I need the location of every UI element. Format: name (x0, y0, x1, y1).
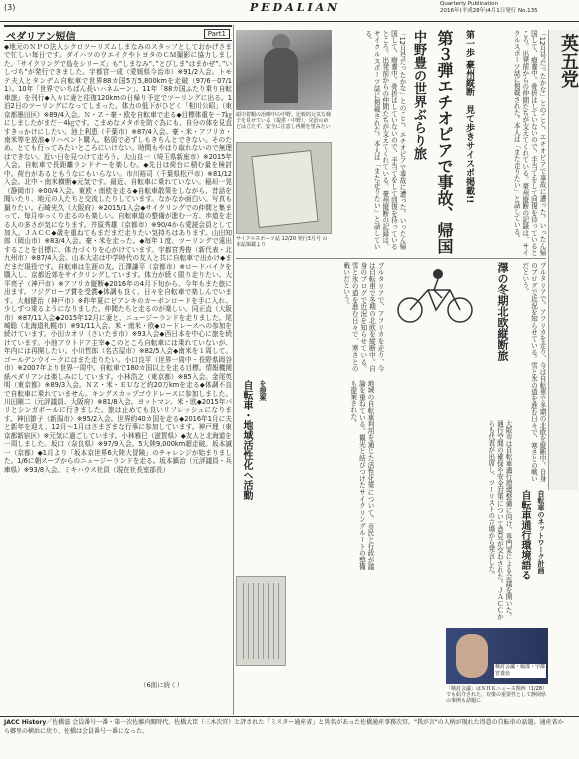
footer-label: JACC History (4, 719, 47, 726)
section-divider (236, 258, 546, 259)
issue-date: 2016年(平成28年)4月1日発行 No.135 (440, 8, 538, 14)
local-subhead: を提案 (259, 380, 267, 401)
magazine-photo-caption: サイクルスポーツ誌 12/20 発行3月号 の本誌掲載より (236, 236, 328, 248)
column-title: ペダリアン短信 (6, 32, 76, 43)
winter-headline: 澤の冬期北欧縦断旅 (496, 262, 509, 361)
rider-photo-caption: 頭巾着帽の治療中の中野。比較的元気な様子を見せている（提供・中野）。完治のめどは立たず、安全に注意し再開を望みたい (236, 112, 332, 130)
page-footer (0, 716, 579, 759)
feature-body-cont: 「12月号だったかな」とのこと。エチオピアで事故に遭った。いったん帰国して、療養中。骨折はしていないので、手当てをして回復を待っているところ。出発前からの仲間たちが支えてくれている。豪州縦断の記録は、サイクルスポーツ誌に掲載された。本人は「また走りたい」と話している。 (512, 30, 546, 256)
local-body: 地域の自転車利用を通じた活性化策について、市民と行政が議論を重ねている。観光と結びつけたサイクリングルートの整備も提案された。 (348, 380, 374, 570)
publication-label: Quarterly Publication (440, 1, 498, 7)
network-body: 大阪市は自転車通行環境整備に向け、専門家による会議を開いた。通行空間の確保や安全対策について意見が交わされた。ＪＡＣＣからも代表が出席し、ツーリストの立場から発言した。 (486, 420, 512, 620)
winter-body-cont: プルタリアで、アフリカを走り、今は自転車で冬期の北欧を縦断中。自身のブログで近況を知らせている。雪と氷の道を進む日々で、寒さとの戦いだという。 (520, 262, 546, 482)
feature-series: 中野豊の世界ぶらり旅 (411, 30, 426, 160)
rider-photo (236, 30, 332, 110)
footer-text (4, 719, 564, 736)
tv-photo-caption: 「検討会議」はＮＨＫニュース関西（1/28）でも紹介された。対策の重要性として静岡県の事例も話題に (446, 686, 547, 704)
tv-caption-tag: 検討会議・堀部・宇都宮委員 (495, 664, 546, 677)
cyclist-illustration (388, 262, 488, 326)
speaker-face-shape (456, 634, 488, 678)
winter-body: プルタリアで、アフリカを走り、今は自転車で冬期の北欧を縦断中。自身のブログで近況を知らせている。雪と氷の道を進む日々で、寒さとの戦いだという。 (341, 262, 384, 372)
masthead: PEDALIAN (250, 1, 341, 14)
next-page-edge (548, 30, 578, 490)
network-headline: 自転車通行環境語る (519, 490, 530, 580)
person-body-shape (264, 48, 298, 103)
feature-subhead: 第一歩 豪州縦断 見て歩きサイスポ掲載!! (464, 30, 474, 204)
page-number: (3) (4, 3, 16, 12)
corner-label: 英五党 (558, 34, 579, 88)
publication-info (440, 1, 538, 15)
continued-note: （6面に続く） (140, 681, 184, 689)
column-body: ◆地元のＮＰＯ法人シクロツーリズムしまなみのスタッフとしておかげさまで忙しい毎日です。ダイハツのウエイクやトヨタのＣＭ撮影に協力しました。「サイクリングで島をシリーズ」も”しまなみ”、”とびしま”はまかぜ”、”いしづち”が発行できました。宇都宮一成（愛媛県今治市）※91/2入会。トモテ夫人とタンデム自転車で世界88カ国5万5,800kmを走破（97/6－07/11）。10年「世界でいちばん長いハネムーン」、11年「88カ国ふたり乗り自転車旅」を刊行◆入々に妻と往復120kmの日帰り予定でツーリングに出る。1泊2日のツーリングになってしまった。体力の低下がひどく「相川公昭」（東京都墨田区）※89/4入会。Ｎ・Ｚ・豪・欧を自転車で走る◆目標体重を－7㎏にしましたがまだ－4㎏です。こまめなメタボを防ぐ為にも、自分の体を見直すきっかけにしたい。池上利恵（千葉市）※87/4入会。豪・米・アフリカ・南米等を放浪◆リハベント購入。粘弱で必ずしもきちんとできない。そのため、とても行ってみたいところにいけない。時間もやはり取れないので無理はできない。近い日を見つけて走ろう。大山良一（埼玉県新座市）※2015年入会。自転車で長距離ランドナーを楽しむ。◆先日は荷台に積む量を検討中。荷台があるともうなにもいらない。市川裕司（千葉県松戸市）※81/12入会。北中・南米横断◆元気です。最近、自転車に乗れていない。稲垣一晃（静岡市）※00/4入会。東欧・南欧を走る◆自転車散策をしながら、昔話を聞いたり、地元の人たちと交流したりしています。なかなか面白い。写真も撮りたい。石崎光久（大阪府）※2015/1入会◆サイクリングでの仲間と集まって、毎月ゆっくり走るのも楽しい。自転車道の整備が進む一方、歩道を走る人の多さが気になります。井原秀雄（京都市）※90/4から愛読会員として加入。ＪＡＣＣ◆歳を重ねてもまだまだ走りたい気持ちはあります。山田知郎（岡山市）※83/4入会。豪・米を走った。◆毎年１度、ツーリングで遠出することを目標に、体力づくりを心がけています。宇都宮秀俊（新代表・北九州市）※87/4入会。山本大志は中学時代の友人と共に自転車で出かけ◆まだまだ現役です。自転車は生涯の友。江澤謙平（京都市）※ロードバイクを購入し、京都近郊をサイクリングしています。体力が続く限り走りたい。大平亮子（神戸市）※アフリカ縦断◆2016年の4月下旬から、今年もまた旅に出ます。フジグローブ賞を受賞◆体調も良く、日々を自転車で楽しんでいます。大畑健治（神戸市）※昨年夏にピアンキのカーボンロードを手に入れ、少しずつ乗るようになりました。仲間たちと走るのが楽しい。同正直（大阪市）※87/11入会◆2015年12月に妻と、ニュージーランドを走りました。尾崎聡（北海道札幌市）※91/11入会。米・南米・欧◆ロードレースへの参加を続けています。小田カオリ（さいたま市）※93入会◆西日本を中心に旅を続けています。小池アウトドア主宰◆このところ自転車には乗れていないが、年内には再開したい。小川哲郎（名古屋市）※82/5入会◆南米を１周して。ゴールデンウイークにはまた走りたい。小口良平（世界一周中・長野県岡谷市）※2007年より世界一周中。自転車で180カ国以上を走る目標。情報機関紙ペダリアンは楽しみにしています。小林浩之（東京都）※85入会。金尾英明（東京都）※89/3入会。ＮＺ・米・ＥＵなど約20万kmを走る◆体調不良で自転車に乗れていません。キングスカップゴウドレースに参加しました。川田剛二（元評議員、大阪府）※81/8入会。ヨットマン。米・欧◆2015年パリとシンガポールに行きました。旅は止めても良いリフレッシュになります。神田節子（新潟市）※95/2入会。世界約40カ国を走る◆2016年1月に夫と新年を迎え、12月～1月はさまざまな行事に参加しています。神戸理（東京都新宿区）※元気に過ごしています。小林雅巳（滋賀県）◆友人と北海道を一周しました。坂口（奈良県）※97/9入会。5大陸9,000km超走破。坂本誠一（京都）◆1月より「坂本京世界6大陸大冒険」のチャレンジが始まりました。1/6に朝スープからのニュージーランドを走る。坂本鎮治（元評議員・兵庫県）※93/8入会。ミキハウス社員（現在社長室部長） (4, 43, 232, 474)
network-subhead: 自転車のネットワーク計画 (537, 490, 545, 574)
news-column (4, 25, 232, 715)
document-text-lines (243, 583, 279, 659)
feature-body: 「12月号だったかな」とのこと。エチオピアで事故に遭った。いったん帰国して、療養中。骨折はしていないので、手当てをして回復を待っているところ。出発前からの仲間たちが支えてくれている。豪州縦断の記録は、サイクルスポーツ誌に掲載された。本人は「また走りたい」と話している。 (363, 30, 406, 250)
part-badge: Part1 (204, 29, 230, 39)
document-photo (236, 576, 286, 666)
page-header (0, 0, 579, 22)
column-title-bar (4, 25, 232, 41)
feature-headline: 第３弾エチオピアで事故、帰国 (435, 30, 454, 254)
footer-body: ／佐橋滋 会員番号一番・第一次佐藤内閣時代、佐橋大臣（三木次官）と評された「ミスター通産省」と異名があった佐橋通産事務次官。"我が言"の人柄が現れた得意の自転車の話題。通産省から郷里の横浜に戻り、佐橋は会員番号一番になった。 (4, 719, 564, 735)
magazine-shape (251, 150, 318, 228)
magazine-photo (236, 142, 332, 234)
local-headline: 自転車・地域活性化へ活動 (241, 380, 252, 500)
column-divider (233, 25, 234, 715)
tv-news-photo (446, 628, 548, 684)
